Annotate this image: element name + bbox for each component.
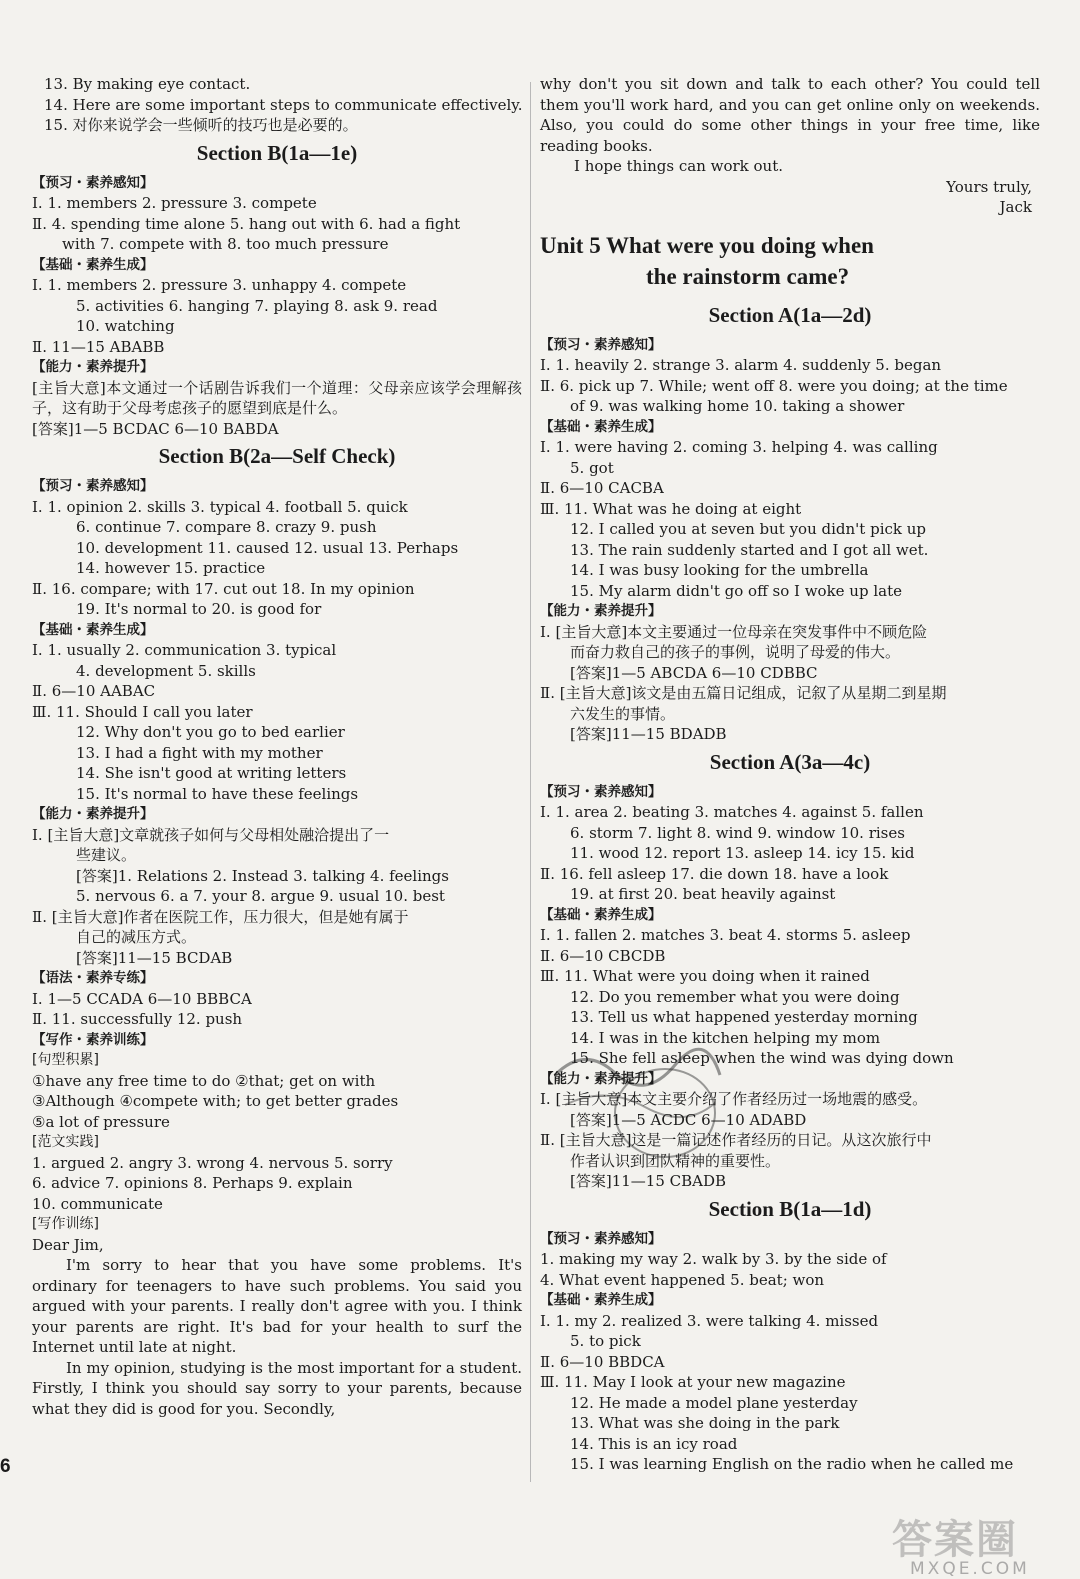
- answer-line: Ⅰ. 1. my 2. realized 3. were talking 4. missed: [540, 1311, 879, 1330]
- answer-line: Ⅱ. 16. compare; with 17. cut out 18. In my opinion: [32, 579, 415, 598]
- answer-line: 5. nervous 6. a 7. your 8. argue 9. usual 10. best: [76, 887, 445, 905]
- answer-line: Ⅱ. [主旨大意]这是一篇记述作者经历的日记。从这次旅行中: [540, 1131, 932, 1149]
- answer-line: Ⅰ. [主旨大意]本文主要通过一位母亲在突发事件中不顾危险: [540, 622, 928, 641]
- answer-line: 6. advice 7. opinions 8. Perhaps 9. explain: [32, 1174, 353, 1192]
- answer-line: Ⅰ. 1. members 2. pressure 3. compete: [32, 194, 317, 212]
- column-divider: [530, 82, 531, 1482]
- answer-line: 14. This is an icy road: [570, 1434, 738, 1453]
- answer-line: [答案]11—15 BCDAB: [76, 948, 233, 967]
- answer-line: Ⅱ. 6. pick up 7. While; went off 8. were you doing; at the time: [540, 376, 1008, 395]
- bracket-label: [句型积累]: [32, 1052, 99, 1068]
- unit-title-line1: Unit 5 What were you doing when: [540, 232, 874, 258]
- bracket-label: [写作训练]: [32, 1216, 99, 1232]
- answer-line: of 9. was walking home 10. taking a shower: [570, 397, 905, 415]
- answer-line: 14. I was in the kitchen helping my mom: [570, 1028, 881, 1047]
- answer-line: 4. What event happened 5. beat; won: [540, 1270, 825, 1289]
- answer-line: 13. The rain suddenly started and I got all wet.: [570, 540, 929, 559]
- answer-line: Ⅱ. 11—15 ABABB: [32, 337, 165, 356]
- answer-line: 10. watching: [76, 317, 175, 335]
- answer-line: Ⅲ. 11. What was he doing at eight: [540, 499, 802, 518]
- answer-line: Dear Jim,: [32, 1235, 104, 1254]
- answer-line: with 7. compete with 8. too much pressure: [62, 235, 389, 253]
- answer-line: Ⅱ. [主旨大意]作者在医院工作，压力很大，但是她有属于: [32, 907, 409, 926]
- answer-line: ①have any free time to do ②that; get on with: [32, 1071, 376, 1090]
- paragraph: In my opinion, studying is the most important for a student. Firstly, I think you should say sorry to your parents, because what they did is good for you. Secondly,: [32, 1358, 522, 1418]
- answer-line: Ⅱ. [主旨大意]该文是由五篇日记组成，记叙了从星期二到星期: [540, 684, 947, 702]
- answer-line: 1. argued 2. angry 3. wrong 4. nervous 5. sorry: [32, 1153, 393, 1172]
- answer-line: 10. communicate: [32, 1194, 163, 1213]
- answer-line: Ⅰ. [主旨大意]文章就孩子如何与父母相处融洽提出了一: [32, 825, 390, 844]
- letter-signoff: Jack: [999, 198, 1032, 216]
- answer-line: 5. got: [570, 458, 614, 477]
- answer-line: 12. He made a model plane yesterday: [570, 1393, 858, 1412]
- paragraph: why don't you sit down and talk to each other? You could tell them you'll work hard, and you can get online only on weekends. Also, you could do some other things in your free time, like reading books.: [540, 75, 1040, 155]
- answer-line: Ⅲ. 11. What were you doing when it rained: [540, 967, 870, 985]
- section-heading: Section B(1a—1d): [708, 1196, 872, 1221]
- subsection-label: 【基础・素养生成】: [540, 906, 662, 923]
- subsection-label: 【基础・素养生成】: [32, 621, 154, 638]
- answer-line: Ⅰ. 1. heavily 2. strange 3. alarm 4. suddenly 5. began: [540, 356, 942, 374]
- letter-signoff: Yours truly,: [946, 177, 1032, 196]
- subsection-label: 【写作・素养训练】: [32, 1031, 154, 1048]
- answer-line: 六发生的事情。: [570, 704, 676, 723]
- paragraph: I'm sorry to hear that you have some problems. It's ordinary for teenagers to have such problems. You said you argued with your parents. I really don't agree with you. I think your parents are right. It's bad for your health to surf the Internet until late at night.: [32, 1256, 522, 1356]
- answer-line: Ⅱ. 4. spending time alone 5. hang out with 6. had a fight: [32, 214, 461, 233]
- section-heading: Section A(3a—4c): [709, 749, 871, 774]
- subsection-label: 【预习・素养感知】: [540, 1230, 662, 1247]
- answer-line: Ⅰ. 1. members 2. pressure 3. unhappy 4. compete: [32, 276, 407, 294]
- paragraph: I hope things can work out.: [574, 157, 784, 175]
- answer-line: [答案]1—5 ACDC 6—10 ADABD: [570, 1110, 807, 1129]
- subsection-label: 【能力・素养提升】: [540, 603, 662, 619]
- answer-line: 14. I was busy looking for the umbrella: [570, 561, 869, 579]
- answer-line: [答案]1. Relations 2. Instead 3. talking 4. feelings: [76, 866, 449, 885]
- answer-line: 自己的减压方式。: [76, 928, 197, 946]
- answer-line: 15. 对你来说学会一些倾听的技巧也是必要的。: [44, 116, 358, 134]
- logo-text: 答案圈: [892, 1517, 1018, 1563]
- answer-line: Ⅰ. 1—5 CCADA 6—10 BBBCA: [32, 989, 252, 1008]
- section-heading: Section B(2a—Self Check): [158, 444, 396, 468]
- subsection-label: 【能力・素养提升】: [540, 1070, 662, 1087]
- answer-line: Ⅱ. 16. fell asleep 17. die down 18. have a look: [540, 864, 889, 883]
- section-heading: Section A(1a—2d): [708, 302, 872, 327]
- answer-line: [答案]11—15 BDADB: [570, 725, 727, 743]
- answer-line: 15. She fell asleep when the wind was dying down: [570, 1049, 954, 1067]
- answer-line: 10. development 11. caused 12. usual 13. Perhaps: [76, 538, 459, 557]
- answer-line: 13. By making eye contact.: [44, 75, 251, 93]
- answer-line: 14. She isn't good at writing letters: [76, 764, 347, 782]
- answer-line: 而奋力救自己的孩子的事例，说明了母爱的伟大。: [570, 643, 901, 661]
- answer-line: ③Although ④compete with; to get better grades: [32, 1092, 399, 1110]
- answer-line: 13. I had a fight with my mother: [76, 743, 323, 762]
- answer-line: [答案]11—15 CBADB: [570, 1172, 727, 1190]
- answer-line: Ⅲ. 11. May I look at your new magazine: [540, 1373, 846, 1391]
- answer-line: 12. Do you remember what you were doing: [570, 987, 900, 1006]
- answer-line: 14. however 15. practice: [76, 559, 266, 577]
- answer-line: Ⅰ. 1. opinion 2. skills 3. typical 4. football 5. quick: [32, 497, 408, 516]
- answer-line: 6. continue 7. compare 8. crazy 9. push: [76, 518, 377, 536]
- page-number: 6: [0, 1456, 11, 1477]
- answer-line: 14. Here are some important steps to communicate effectively.: [44, 95, 523, 114]
- answer-line: Ⅰ. 1. area 2. beating 3. matches 4. against 5. fallen: [540, 803, 924, 821]
- answer-line: Ⅱ. 6—10 BBDCA: [540, 1352, 665, 1371]
- answer-line: 13. Tell us what happened yesterday morning: [570, 1008, 918, 1026]
- answer-line: Ⅰ. [主旨大意]本文主要介绍了作者经历过一场地震的感受。: [540, 1090, 928, 1108]
- answer-line: Ⅱ. 6—10 AABAC: [32, 682, 156, 700]
- subsection-label: 【语法・素养专练】: [32, 970, 154, 986]
- answer-line: 5. activities 6. hanging 7. playing 8. ask 9. read: [76, 296, 438, 315]
- unit-title: [540, 230, 1040, 292]
- subsection-label: 【预习・素养感知】: [32, 174, 154, 191]
- subsection-label: 【能力・素养提升】: [32, 359, 154, 375]
- answer-line: 5. to pick: [570, 1332, 641, 1350]
- bracket-label: [范文实践]: [32, 1134, 99, 1150]
- answer-line: Ⅰ. 1. were having 2. coming 3. helping 4. was calling: [540, 438, 938, 456]
- subsection-label: 【能力・素养提升】: [32, 806, 154, 822]
- subsection-label: 【预习・素养感知】: [540, 783, 662, 800]
- answer-line: Ⅱ. 11. successfully 12. push: [32, 1010, 243, 1028]
- unit-title-line2: the rainstorm came?: [646, 263, 850, 289]
- left-column: [32, 74, 522, 1419]
- answer-line: Ⅲ. 11. Should I call you later: [32, 702, 253, 721]
- answer-line: 6. storm 7. light 8. wind 9. window 10. rises: [570, 823, 905, 842]
- answer-line: 15. My alarm didn't go off so I woke up late: [570, 581, 902, 600]
- site-logo: [892, 1508, 1030, 1579]
- right-column: [540, 74, 1040, 1475]
- answer-line: Ⅰ. 1. fallen 2. matches 3. beat 4. storms 5. asleep: [540, 926, 911, 944]
- answer-line: Ⅱ. 6—10 CACBA: [540, 479, 664, 497]
- answer-line: 12. I called you at seven but you didn't pick up: [570, 520, 927, 538]
- answer-line: 作者认识到团队精神的重要性。: [570, 1151, 781, 1170]
- logo-subtext: MXQE.COM: [910, 1559, 1030, 1579]
- answer-line: 19. It's normal to 20. is good for: [76, 600, 322, 618]
- answer-line: 15. I was learning English on the radio when he called me: [570, 1455, 1014, 1473]
- answer-line: 19. at first 20. beat heavily against: [570, 885, 836, 903]
- answer-line: [答案]1—5 ABCDA 6—10 CDBBC: [570, 663, 818, 682]
- answer-line: [答案]1—5 BCDAC 6—10 BABDA: [32, 419, 279, 438]
- answer-line: ⑤a lot of pressure: [32, 1112, 170, 1131]
- answer-line: Ⅱ. 6—10 CBCDB: [540, 946, 666, 965]
- subsection-label: 【基础・素养生成】: [540, 418, 662, 435]
- answer-line: 4. development 5. skills: [76, 661, 256, 680]
- paragraph: [主旨大意]本文通过一个话剧告诉我们一个道理：父母亲应该学会理解孩子，这有助于父母考虑孩子的愿望到底是什么。: [32, 378, 522, 417]
- answer-line: Ⅰ. 1. usually 2. communication 3. typical: [32, 641, 337, 659]
- answer-line: 1. making my way 2. walk by 3. by the side of: [540, 1250, 887, 1268]
- subsection-label: 【基础・素养生成】: [32, 256, 154, 273]
- watermark-stamp: [545, 1035, 725, 1165]
- subsection-label: 【预习・素养感知】: [540, 336, 662, 353]
- answer-line: 15. It's normal to have these feelings: [76, 784, 359, 803]
- section-heading: Section B(1a—1e): [196, 140, 358, 165]
- answer-line: 12. Why don't you go to bed earlier: [76, 723, 345, 741]
- subsection-label: 【预习・素养感知】: [32, 478, 154, 494]
- answer-line: 11. wood 12. report 13. asleep 14. icy 15. kid: [570, 844, 915, 862]
- subsection-label: 【基础・素养生成】: [540, 1292, 662, 1308]
- answer-line: 13. What was she doing in the park: [570, 1414, 840, 1432]
- answer-line: 些建议。: [76, 846, 137, 864]
